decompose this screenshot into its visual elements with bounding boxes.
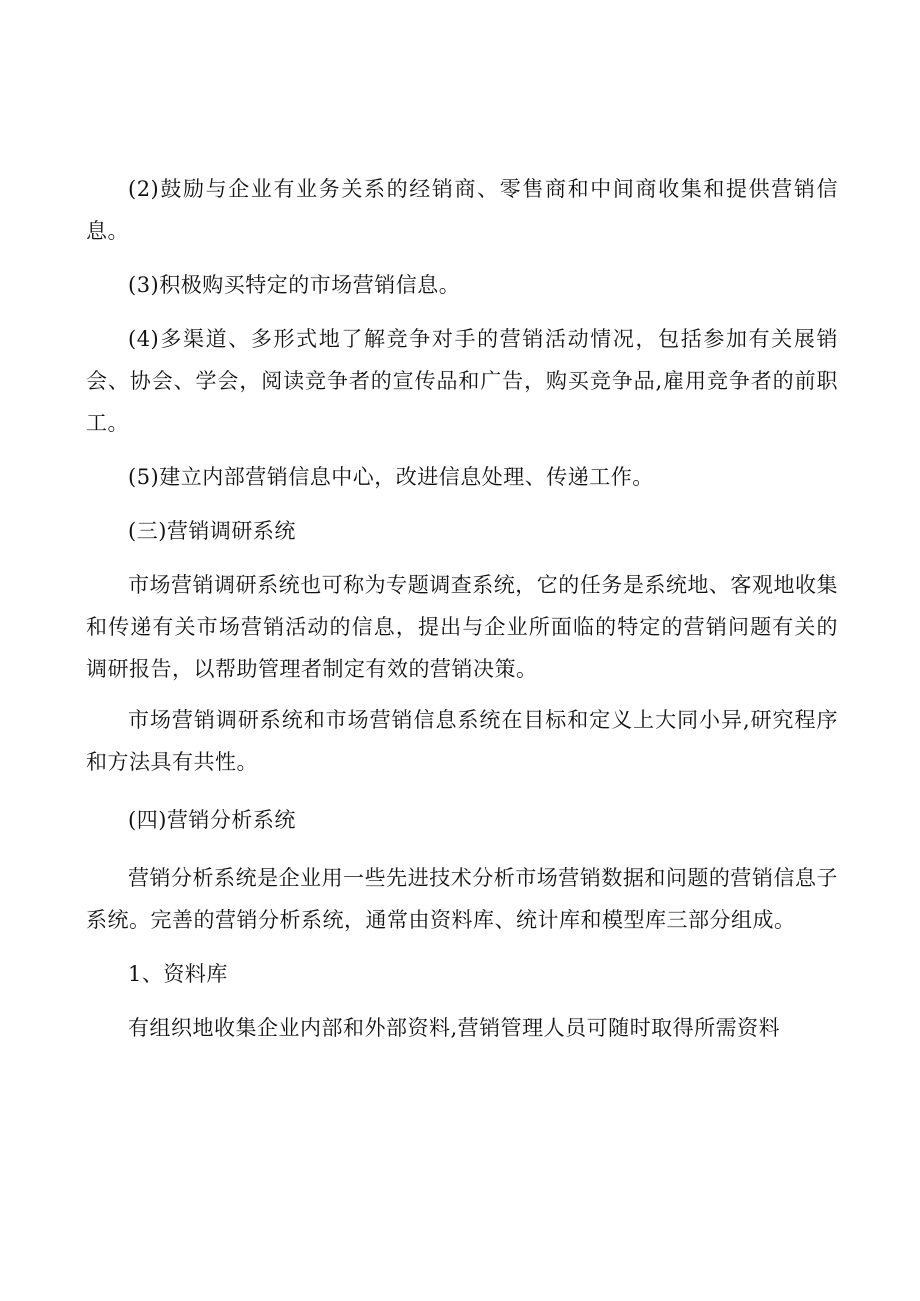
- paragraph-item-3: (3)积极购买特定的市场营销信息。: [128, 273, 461, 297]
- paragraph-item-4: (4)多渠道、多形式地了解竞争对手的营销活动情况，包括参加有关展销会、协会、学会，阅读竞争者的宣传品和广告，购买竞争品,雇用竞争者的前职工。: [86, 327, 838, 435]
- paragraph-research-vs-info-system: 市场营销调研系统和市场营销信息系统在目标和定义上大同小异,研究程序和方法具有共性。: [86, 708, 838, 774]
- paragraph-item-2: (2)鼓励与企业有业务关系的经销商、零售商和中间商收集和提供营销信息。: [86, 177, 838, 243]
- document-body: [86, 168, 838, 1049]
- paragraph-item-5: (5)建立内部营销信息中心，改进信息处理、传递工作。: [128, 465, 654, 489]
- paragraph-analysis-system-description: 营销分析系统是企业用一些先进技术分析市场营销数据和问题的营销信息子系统。完善的营销分析系统，通常由资料库、统计库和模型库三部分组成。: [86, 866, 838, 932]
- subheading-database: 1、资料库: [128, 962, 228, 986]
- paragraph-database-description: 有组织地收集企业内部和外部资料,营销管理人员可随时取得所需资料: [128, 1016, 781, 1040]
- paragraph-research-system-description: 市场营销调研系统也可称为专题调查系统，它的任务是系统地、客观地收集和传递有关市场营销活动的信息，提出与企业所面临的特定的营销问题有关的调研报告，以帮助管理者制定有效的营销决策。: [86, 573, 838, 681]
- section-heading-research-system: (三)营销调研系统: [128, 519, 296, 543]
- section-heading-analysis-system: (四)营销分析系统: [128, 808, 296, 832]
